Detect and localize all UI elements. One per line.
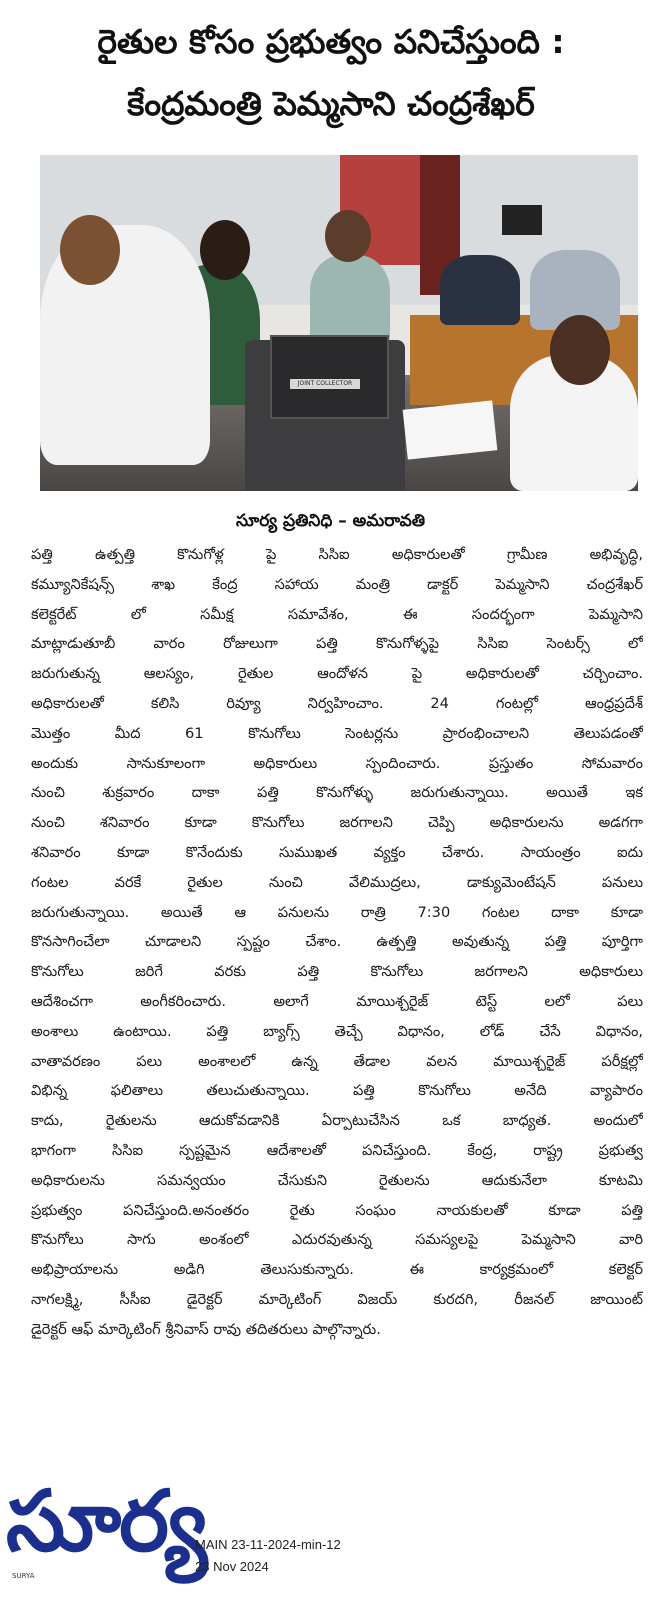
edition-label: MAIN 23-11-2024-min-12	[195, 1537, 341, 1552]
article-line: కాదు, రైతులను ఆదుకోవడానికి ఏర్పాటుచేసిన ఒక బాధ్యత. అందులో	[31, 1112, 643, 1130]
article-line: గంటల వరకే రైతుల నుంచి వేలిముద్రలు, డాక్యుమెంటేషన్ పనులు	[31, 873, 643, 891]
article-line: కమ్యూనికేషన్స్ శాఖ కేంద్ర సహాయ మంత్రి డాక్టర్ పెమ్మసాని చంద్రశేఖర్	[31, 575, 643, 593]
article-line: పత్తి ఉత్పత్తి కొనుగోళ్ల పై సిసిఐ అధికారులతో గ్రామీణ అభివృద్ధి,	[31, 546, 643, 563]
article-line: శనివారం కూడా కొనేందుకు సుముఖత వ్యక్తం చేశారు. సాయంత్రం ఐదు	[31, 843, 643, 861]
article-line: కొనుగోలు జరిగే వరకు పత్తి కొనుగోలు జరగాలని అధికారులు	[31, 963, 643, 981]
article-line: మొత్తం మీద 61 కొనుగోలు సెంటర్లను ప్రారంభించాలని తెలుపడంతో	[31, 724, 643, 742]
video-camera-icon	[502, 205, 542, 235]
article-line: అందుకు సానుకూలంగా అధికారులు స్పందించారు. ప్రస్తుతం సోమవారం	[31, 754, 643, 772]
article-line: ప్రభుత్వం పనిచేస్తుంది.అనంతరం రైతు సంఘం నాయకులతో కూడా పత్తి	[31, 1201, 643, 1219]
article-line: జరుగుతున్నాయి. అయితే ఆ పనులను రాత్రి 7:30 గంటల దాకా కూడా	[31, 903, 643, 921]
article-line: విభిన్న ఫలితాలు తలుచుతున్నాయి. పత్తి కొనుగోలు అనేది వ్యాపారం	[31, 1082, 643, 1100]
article-line: అభిప్రాయాలను అడిగి తెలుసుకున్నారు. ఈ కార్యక్రమంలో కలెక్టర్	[31, 1261, 643, 1279]
photo-person-head	[60, 215, 120, 285]
article-line: డైరెక్టర్ ఆఫ్ మార్కెటింగ్ శ్రీనివాస్ రావు తదితరులు పాల్గొన్నారు.	[31, 1320, 381, 1338]
article-line: జరుగుతున్న ఆలస్యం, రైతుల ఆందోళన పై అధికారులతో చర్చించాం.	[31, 665, 643, 683]
article-line: మాట్లాడుతూబీ వారం రోజులుగా పత్తి కొనుగోళ్ళపై సిసిఐ సెంటర్స్ లో	[31, 635, 643, 653]
photo-person	[310, 255, 390, 345]
photo-person-head	[325, 210, 371, 262]
article-body	[31, 540, 643, 1345]
photo-person-head	[200, 220, 250, 280]
surya-logo-small: SURYA	[12, 1572, 35, 1580]
surya-logo: సూర్య	[6, 1472, 206, 1570]
article-line: కొనుగోలు సాగు అంశంలో ఎదురవుతున్న సమస్యలపై పెమ్మసాని వారి	[31, 1231, 643, 1249]
article-line: నుంచి శనివారం కూడా కొనుగోలు జరగాలని చెప్పి అధికారులను అడగగా	[31, 814, 643, 832]
article-line: కలెక్టరేట్ లో సమీక్ష సమావేశం, ఈ సందర్భంగా పెమ్మసాని	[31, 605, 643, 623]
article-line: భాగంగా సిసిఐ స్పష్టమైన ఆదేశాలతో పనిచేస్తుంది. కేంద్ర, రాష్ట్ర ప్రభుత్వ	[31, 1141, 643, 1159]
edition-date: 23 Nov 2024	[195, 1559, 269, 1574]
photo-papers	[403, 400, 498, 459]
dateline: సూర్య ప్రతినిధి – అమరావతి	[235, 511, 426, 531]
article-line: వాతావరణం పలు అంశాలలో ఉన్న తేడాల వలన మాయిశ్చరైజ్ పరీక్షల్లో	[31, 1052, 643, 1070]
news-photo	[40, 155, 638, 491]
article-line: ఆదేశించగా అంగీకరించారు. అలాగే మాయిశ్చరైజ్ టెస్ట్ లలో పలు	[31, 992, 643, 1010]
headline-line-2: కేంద్రమంత్రి పెమ్మసాని చంద్రశేఖర్	[127, 84, 535, 123]
photo-person	[440, 255, 520, 325]
photo-monitor	[270, 335, 389, 419]
photo-person-head	[550, 315, 610, 385]
headline-line-1: రైతుల కోసం ప్రభుత్వం పనిచేస్తుంది :	[97, 22, 565, 61]
article-line: నాగలక్ష్మి, సీసీఐ డైరెక్టర్ మార్కెటింగ్ విజయ్ కురదగి, రీజనల్ జాయింట్	[31, 1290, 643, 1308]
article-line: అధికారులను సమన్వయం చేసుకుని రైతులను ఆదుకునేలా కూటమి	[31, 1171, 643, 1189]
article-line: కొనసాగించేలా చూడాలని స్పష్టం చేశాం. ఉత్పత్తి అవుతున్న పత్తి పూర్తిగా	[31, 933, 643, 951]
article-line: నుంచి శుక్రవారం దాకా పత్తి కొనుగోళ్ళు జరుగుతున్నాయి. అయితే ఇక	[31, 784, 643, 802]
article-line: అధికారులతో కలిసి రివ్యూ నిర్వహించాం. 24 గంటల్లో ఆంధ్రప్రదేశ్	[31, 694, 643, 712]
article-line: అంశాలు ఉంటాయి. పత్తి బ్యాగ్స్ తెచ్చే విధానం, లోడ్ చేసే విధానం,	[31, 1022, 643, 1040]
photo-name-plate: JOINT COLLECTOR	[290, 379, 360, 389]
